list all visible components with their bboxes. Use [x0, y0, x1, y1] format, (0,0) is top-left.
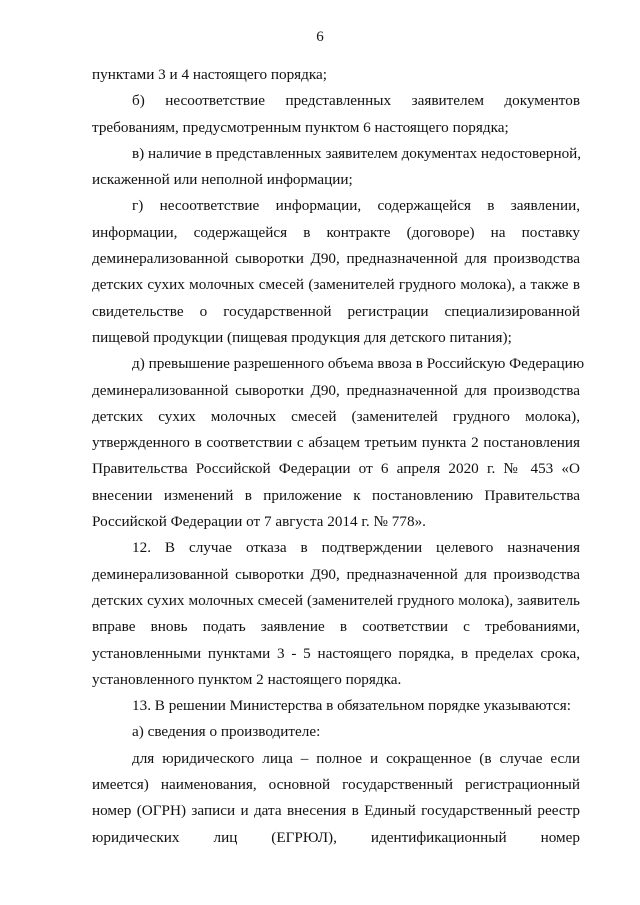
- text-line: для юридического лица – полное и сокращенное (в случае если: [132, 749, 580, 767]
- text-line: установленного пунктом 2 настоящего порядка.: [92, 670, 402, 688]
- paragraph-p-cont: [92, 62, 580, 88]
- text-line: деминерализованной сыворотки Д90, предназначенной для производства: [92, 565, 580, 583]
- text-line: д) превышение разрешенного объема ввоза в Российскую Федерацию: [132, 355, 585, 373]
- text-line: юридических лиц (ЕГРЮЛ), идентификационный номер: [92, 828, 580, 846]
- text-line: в) наличие в представленных заявителем документах недостоверной,: [132, 144, 582, 162]
- paragraph-p-d: [92, 351, 585, 535]
- text-line: требованиям, предусмотренным пунктом 6 настоящего порядка;: [92, 118, 509, 136]
- text-line: г) несоответствие информации, содержащейся в заявлении,: [132, 197, 580, 215]
- text-line: деминерализованной сыворотки Д90, предназначенной для производства: [92, 381, 580, 399]
- text-line: имеется) наименования, основной государственный регистрационный: [92, 776, 580, 794]
- text-line: Правительства Российской Федерации от 6 апреля 2020 г. № 453 «О: [92, 460, 580, 478]
- text-line: 13. В решении Министерства в обязательном порядке указываются:: [132, 697, 571, 715]
- text-line: информации, содержащейся в контракте (договоре) на поставку: [92, 223, 580, 241]
- page-number: 6: [316, 29, 324, 45]
- text-line: деминерализованной сыворотки Д90, предназначенной для производства: [92, 250, 580, 268]
- text-line: Российской Федерации от 7 августа 2014 г. № 778».: [92, 513, 426, 531]
- paragraph-p-13: [92, 693, 580, 719]
- paragraph-p-legal: [92, 746, 580, 851]
- document-body: [92, 62, 585, 851]
- text-line: детских сухих молочных смесей (заменителей грудного молока), заявитель: [92, 591, 580, 609]
- text-line: а) сведения о производителе:: [132, 723, 321, 741]
- text-line: вправе вновь подать заявление в соответствии с требованиями,: [92, 618, 580, 636]
- text-line: пунктами 3 и 4 настоящего порядка;: [92, 66, 327, 83]
- text-line: 12. В случае отказа в подтверждении целевого назначения: [132, 539, 580, 557]
- paragraph-p-12: [92, 535, 580, 693]
- text-line: внесении изменений в приложение к постановлению Правительства: [92, 486, 580, 504]
- paragraph-p-b: [92, 88, 580, 141]
- text-line: детских сухих молочных смесей (заменителей грудного молока),: [92, 407, 580, 425]
- text-line: номер (ОГРН) записи и дата внесения в Единый государственный реестр: [92, 802, 580, 820]
- text-line: пищевой продукции (пищевая продукция для детского питания);: [92, 328, 512, 346]
- text-line: свидетельстве о государственной регистрации специализированной: [92, 302, 580, 320]
- text-line: б) несоответствие представленных заявителем документов: [132, 92, 580, 110]
- text-line: детских сухих молочных смесей (заменителей грудного молока), а также в: [92, 276, 580, 294]
- text-line: искаженной или неполной информации;: [92, 171, 353, 189]
- text-line: утвержденного в соответствии с абзацем третьим пункта 2 постановления: [92, 434, 580, 452]
- paragraph-p-13a: [92, 719, 580, 745]
- text-line: установленными пунктами 3 - 5 настоящего порядка, в пределах срока,: [92, 644, 580, 662]
- paragraph-p-v: [92, 141, 580, 194]
- paragraph-p-g: [92, 193, 580, 351]
